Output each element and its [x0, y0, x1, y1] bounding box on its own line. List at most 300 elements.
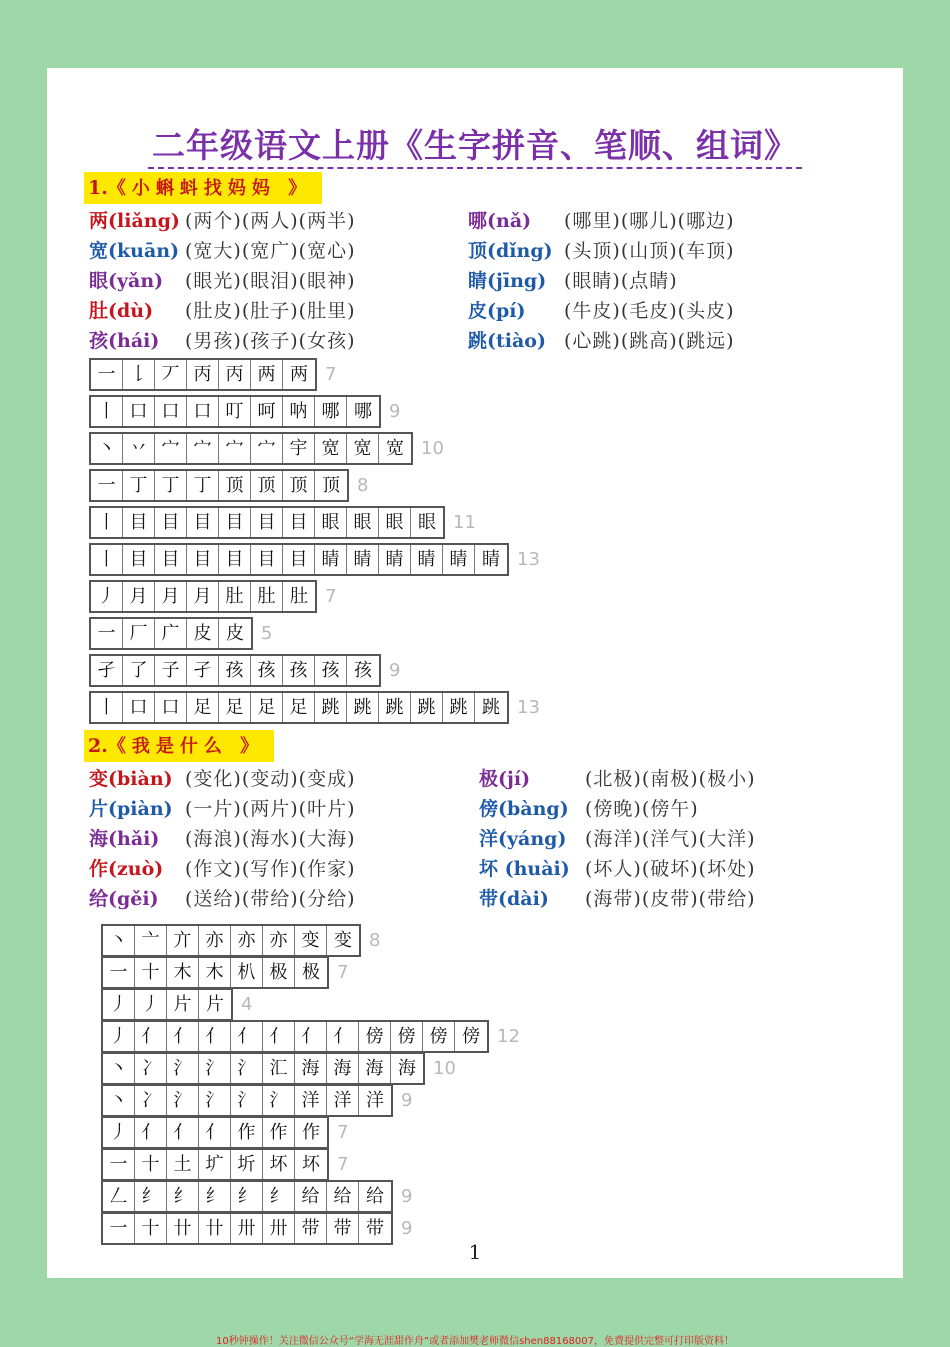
stroke-cell: 土 — [167, 1150, 199, 1179]
stroke-cell: 卄 — [167, 1214, 199, 1243]
vocab-char: 坏 — [479, 858, 499, 880]
stroke-cell: 丿 — [91, 582, 123, 611]
stroke-order-row — [101, 1052, 456, 1085]
stroke-cell: 卄 — [199, 1214, 231, 1243]
vocab-pinyin: (piàn) — [108, 798, 173, 820]
stroke-cell: 顶 — [219, 471, 251, 500]
stroke-count: 10 — [421, 438, 444, 459]
stroke-cell: 足 — [187, 693, 219, 722]
vocab-row — [479, 824, 756, 854]
stroke-cell: 目 — [123, 508, 155, 537]
stroke-cells — [89, 617, 253, 650]
stroke-cell: 亻 — [327, 1022, 359, 1051]
stroke-cell: 口 — [187, 397, 219, 426]
vocab-row — [479, 764, 756, 794]
stroke-cell: 足 — [283, 693, 315, 722]
stroke-cells — [89, 506, 445, 539]
stroke-cell: 厂 — [123, 619, 155, 648]
vocab-char: 宽 — [89, 240, 109, 262]
stroke-cell: 丶 — [103, 926, 135, 955]
stroke-cell: 跳 — [347, 693, 379, 722]
stroke-cell: 汇 — [263, 1054, 295, 1083]
stroke-count: 7 — [337, 962, 349, 983]
stroke-cell: 目 — [219, 545, 251, 574]
vocab-words: (男孩)(孩子)(女孩) — [185, 330, 356, 352]
stroke-cell: 目 — [219, 508, 251, 537]
stroke-cell: 氵 — [199, 1086, 231, 1115]
stroke-cell: 睛 — [315, 545, 347, 574]
stroke-cell: 跳 — [379, 693, 411, 722]
stroke-cell: 海 — [398, 1058, 416, 1079]
stroke-cell: 孩 — [354, 660, 372, 681]
stroke-cell: 亻 — [167, 1118, 199, 1147]
stroke-count: 8 — [357, 475, 369, 496]
stroke-cell: 目 — [187, 545, 219, 574]
stroke-cell: 丿 — [103, 990, 135, 1019]
stroke-cell: 月 — [187, 582, 219, 611]
stroke-order-row — [89, 617, 272, 650]
stroke-cell: 傍 — [423, 1022, 455, 1051]
vocab-pinyin: (tiào) — [487, 330, 546, 352]
vocab-row — [468, 296, 735, 326]
stroke-cell: 亣 — [167, 926, 199, 955]
stroke-cell: 氵 — [167, 1054, 199, 1083]
stroke-count: 9 — [401, 1218, 413, 1239]
stroke-cell: 十 — [135, 958, 167, 987]
stroke-cell: 月 — [155, 582, 187, 611]
stroke-cell: 目 — [251, 545, 283, 574]
vocab-row — [89, 236, 356, 266]
vocab-row — [468, 326, 735, 356]
stroke-cell: 目 — [283, 508, 315, 537]
stroke-cell: 子 — [155, 656, 187, 685]
stroke-cell: 呵 — [251, 397, 283, 426]
vocab-char: 顶 — [468, 240, 488, 262]
stroke-cell: 目 — [283, 545, 315, 574]
vocab-words: (傍晚)(傍午) — [585, 798, 699, 820]
vocab-row — [468, 236, 735, 266]
stroke-order-row — [89, 580, 336, 613]
stroke-cell: 口 — [123, 397, 155, 426]
vocab-row — [468, 266, 678, 296]
stroke-cell: 作 — [263, 1118, 295, 1147]
stroke-cell: 带 — [366, 1218, 384, 1239]
vocab-char: 肚 — [89, 300, 109, 322]
vocab-row — [89, 854, 356, 884]
vocab-pinyin: (dài) — [498, 888, 549, 910]
stroke-cell: 两 — [251, 360, 283, 389]
stroke-cell: 宀 — [187, 434, 219, 463]
stroke-order-row — [101, 1148, 348, 1181]
stroke-cell: 亦 — [263, 926, 295, 955]
vocab-words: (肚皮)(肚子)(肚里) — [185, 300, 356, 322]
stroke-cell: 海 — [327, 1054, 359, 1083]
vocab-char: 带 — [479, 888, 499, 910]
stroke-cells — [101, 924, 361, 957]
stroke-cells — [89, 469, 349, 502]
stroke-count: 7 — [325, 586, 337, 607]
stroke-cell: 给 — [295, 1182, 327, 1211]
stroke-cells — [89, 543, 509, 576]
stroke-cells — [89, 395, 381, 428]
vocab-words: (海浪)(海水)(大海) — [185, 828, 356, 850]
vocab-char: 海 — [89, 828, 109, 850]
vocab-char: 哪 — [468, 210, 488, 232]
stroke-cell: 给 — [366, 1186, 384, 1207]
stroke-count: 13 — [517, 549, 540, 570]
stroke-cell: 顶 — [251, 471, 283, 500]
stroke-cells — [101, 1052, 425, 1085]
stroke-cell: 洋 — [366, 1090, 384, 1111]
stroke-count: 8 — [369, 930, 381, 951]
stroke-cell: 丶 — [103, 1054, 135, 1083]
stroke-count: 5 — [261, 623, 273, 644]
stroke-cell: 冫 — [135, 1086, 167, 1115]
stroke-cell: 变 — [334, 930, 352, 951]
stroke-cell: 坏 — [263, 1150, 295, 1179]
worksheet-page — [47, 68, 903, 1278]
stroke-cell: 跳 — [411, 693, 443, 722]
vocab-words: (一片)(两片)(叶片) — [185, 798, 356, 820]
stroke-cell: 宇 — [283, 434, 315, 463]
stroke-cell: 呐 — [283, 397, 315, 426]
stroke-cell: 丙 — [219, 360, 251, 389]
stroke-cell: 宽 — [315, 434, 347, 463]
vocab-words: (宽大)(宽广)(宽心) — [185, 240, 356, 262]
vocab-words: (两个)(两人)(两半) — [185, 210, 356, 232]
vocab-pinyin: (yáng) — [498, 828, 567, 850]
vocab-pinyin: (gěi) — [108, 888, 159, 910]
stroke-cell: 傍 — [391, 1022, 423, 1051]
stroke-cell: 氵 — [263, 1086, 295, 1115]
vocab-row — [89, 326, 356, 356]
stroke-cell: 一 — [91, 471, 123, 500]
stroke-cell: 口 — [123, 693, 155, 722]
vocab-pinyin: (yǎn) — [108, 270, 164, 292]
stroke-cells — [101, 1020, 489, 1053]
vocab-words: (牛皮)(毛皮)(头皮) — [564, 300, 735, 322]
stroke-cell: 顶 — [322, 475, 340, 496]
vocab-words: (眼睛)(点睛) — [564, 270, 678, 292]
vocab-row — [89, 296, 356, 326]
vocab-char: 眼 — [89, 270, 109, 292]
vocab-words: (海带)(皮带)(带给) — [585, 888, 756, 910]
stroke-order-row — [101, 1020, 520, 1053]
stroke-count: 9 — [401, 1090, 413, 1111]
stroke-cell: 肚 — [251, 582, 283, 611]
vocab-words: (送给)(带给)(分给) — [185, 888, 356, 910]
stroke-order-row — [89, 358, 336, 391]
footer-note: 10秒钟操作！关注微信公众号“学海无涯甜作舟”或者添加樊老师微信shen88168007，免费提供完整可打印版资料！ — [215, 1336, 735, 1347]
stroke-cell: 带 — [327, 1214, 359, 1243]
stroke-cell: 宽 — [386, 438, 404, 459]
stroke-cell: 顶 — [283, 471, 315, 500]
stroke-cell: 孑 — [187, 656, 219, 685]
stroke-order-row — [89, 432, 444, 465]
vocab-char: 皮 — [468, 300, 488, 322]
vocab-pinyin: (kuān) — [108, 240, 180, 262]
stroke-cell: 亻 — [167, 1022, 199, 1051]
vocab-row — [89, 824, 356, 854]
stroke-cell: 丨 — [91, 397, 123, 426]
vocab-char: 极 — [479, 768, 499, 790]
stroke-cell: 跳 — [315, 693, 347, 722]
stroke-cells — [101, 1084, 393, 1117]
stroke-order-row — [89, 469, 368, 502]
stroke-order-row — [101, 924, 380, 957]
stroke-cell: 两 — [290, 364, 308, 385]
stroke-cell: 洋 — [327, 1086, 359, 1115]
stroke-cell: 口 — [155, 693, 187, 722]
vocab-char: 给 — [89, 888, 109, 910]
stroke-cell: 口 — [155, 397, 187, 426]
stroke-cell: 卅 — [231, 1214, 263, 1243]
stroke-cell: 圻 — [231, 1150, 263, 1179]
stroke-cell: 目 — [251, 508, 283, 537]
vocab-words: (眼光)(眼泪)(眼神) — [185, 270, 356, 292]
stroke-cell: 丙 — [187, 360, 219, 389]
stroke-cell: 丁 — [155, 471, 187, 500]
stroke-cell: 朳 — [231, 958, 263, 987]
stroke-cell: 一 — [103, 1214, 135, 1243]
stroke-cells — [89, 691, 509, 724]
stroke-cell: 睛 — [411, 545, 443, 574]
stroke-count: 7 — [325, 364, 337, 385]
stroke-cell: 圹 — [199, 1150, 231, 1179]
stroke-cell: 亻 — [135, 1118, 167, 1147]
stroke-cell: 目 — [123, 545, 155, 574]
stroke-count: 11 — [453, 512, 476, 533]
page-number: 1 — [468, 1240, 482, 1264]
stroke-cell: 哪 — [315, 397, 347, 426]
stroke-cell: 洋 — [295, 1086, 327, 1115]
vocab-row — [479, 794, 699, 824]
stroke-cell: 纟 — [231, 1182, 263, 1211]
stroke-cell: 宀 — [251, 434, 283, 463]
stroke-cell: 睛 — [443, 545, 475, 574]
stroke-order-row — [101, 1084, 412, 1117]
stroke-count: 4 — [241, 994, 253, 1015]
stroke-cell: 氵 — [199, 1054, 231, 1083]
stroke-cells — [101, 1148, 329, 1181]
stroke-cell: 亻 — [199, 1118, 231, 1147]
vocab-row — [479, 854, 756, 884]
stroke-cell: 丨 — [91, 508, 123, 537]
stroke-cell: 卅 — [263, 1214, 295, 1243]
stroke-cell: 纟 — [263, 1182, 295, 1211]
stroke-cell: 跳 — [443, 693, 475, 722]
stroke-cell: 亠 — [135, 926, 167, 955]
vocab-words: (作文)(写作)(作家) — [185, 858, 356, 880]
stroke-cell: 丆 — [155, 360, 187, 389]
vocab-pinyin: (jīng) — [487, 270, 547, 292]
vocab-char: 片 — [89, 798, 109, 820]
stroke-count: 13 — [517, 697, 540, 718]
stroke-cells — [101, 1180, 393, 1213]
stroke-cell: 丿 — [135, 990, 167, 1019]
stroke-cell: 作 — [302, 1122, 320, 1143]
stroke-count: 12 — [497, 1026, 520, 1047]
stroke-order-row — [101, 956, 348, 989]
stroke-cell: 足 — [251, 693, 283, 722]
stroke-cell: 傍 — [359, 1022, 391, 1051]
stroke-order-row — [89, 395, 400, 428]
stroke-cell: 一 — [91, 619, 123, 648]
stroke-order-row — [89, 654, 400, 687]
lesson-2-header: 2.《我是什么 》 — [84, 730, 274, 762]
stroke-cell: 眼 — [347, 508, 379, 537]
vocab-row — [89, 764, 356, 794]
vocab-row — [468, 206, 735, 236]
stroke-cell: 十 — [135, 1214, 167, 1243]
vocab-words: (海洋)(洋气)(大洋) — [585, 828, 756, 850]
page-title: 二年级语文上册《生字拼音、笔顺、组词》 — [47, 120, 903, 167]
stroke-cell: 跳 — [482, 697, 500, 718]
stroke-count: 7 — [337, 1154, 349, 1175]
stroke-cell: 片 — [206, 994, 224, 1015]
vocab-row — [89, 884, 356, 914]
stroke-cell: 氵 — [167, 1086, 199, 1115]
stroke-cell: 傍 — [462, 1026, 480, 1047]
vocab-words: (哪里)(哪儿)(哪边) — [564, 210, 735, 232]
stroke-cell: 肚 — [290, 586, 308, 607]
vocab-words: (北极)(南极)(极小) — [585, 768, 756, 790]
stroke-count: 9 — [401, 1186, 413, 1207]
stroke-order-row — [89, 506, 476, 539]
stroke-cell: 丶 — [91, 434, 123, 463]
stroke-cell: 𠄌 — [123, 360, 155, 389]
vocab-char: 孩 — [89, 330, 109, 352]
stroke-cell: 眼 — [315, 508, 347, 537]
vocab-words: (坏人)(破坏)(坏处) — [585, 858, 756, 880]
stroke-cell: 纟 — [199, 1182, 231, 1211]
stroke-cell: 目 — [155, 508, 187, 537]
stroke-cell: 冫 — [135, 1054, 167, 1083]
vocab-pinyin: (dǐng) — [487, 240, 553, 262]
stroke-cell: 氵 — [231, 1086, 263, 1115]
vocab-pinyin: (nǎ) — [487, 210, 532, 232]
stroke-count: 9 — [389, 401, 401, 422]
stroke-cell: 月 — [123, 582, 155, 611]
vocab-char: 变 — [89, 768, 109, 790]
stroke-cells — [89, 654, 381, 687]
lesson-1-header: 1.《小蝌蚪找妈妈 》 — [84, 172, 322, 204]
stroke-order-row — [89, 543, 540, 576]
stroke-order-row — [101, 1116, 348, 1149]
stroke-cell: 极 — [302, 962, 320, 983]
vocab-char: 傍 — [479, 798, 499, 820]
stroke-cell: 皮 — [187, 619, 219, 648]
stroke-cells — [89, 432, 413, 465]
stroke-cell: 孩 — [283, 656, 315, 685]
vocab-pinyin: (jí) — [498, 768, 531, 790]
vocab-pinyin: (huài) — [498, 858, 570, 880]
stroke-cell: 广 — [155, 619, 187, 648]
stroke-cell: 睛 — [379, 545, 411, 574]
stroke-cell: 带 — [295, 1214, 327, 1243]
vocab-row — [89, 794, 356, 824]
stroke-cell: 作 — [231, 1118, 263, 1147]
stroke-count: 10 — [433, 1058, 456, 1079]
vocab-char: 跳 — [468, 330, 488, 352]
stroke-cell: 变 — [295, 926, 327, 955]
stroke-cell: 孩 — [251, 656, 283, 685]
vocab-char: 作 — [89, 858, 109, 880]
stroke-cell: 𠃋 — [103, 1182, 135, 1211]
stroke-cell: 孑 — [91, 656, 123, 685]
stroke-cell: 十 — [135, 1150, 167, 1179]
stroke-cells — [101, 956, 329, 989]
stroke-cell: 坏 — [302, 1154, 320, 1175]
stroke-cell: 氵 — [231, 1054, 263, 1083]
stroke-cells — [89, 580, 317, 613]
stroke-cell: 一 — [91, 360, 123, 389]
stroke-cell: 丶 — [103, 1086, 135, 1115]
stroke-cell: 亻 — [199, 1022, 231, 1051]
stroke-cell: 亻 — [135, 1022, 167, 1051]
stroke-cells — [89, 358, 317, 391]
stroke-cells — [101, 988, 233, 1021]
stroke-cell: 目 — [187, 508, 219, 537]
vocab-pinyin: (dù) — [108, 300, 154, 322]
vocab-row — [89, 206, 356, 236]
stroke-cell: 丿 — [103, 1118, 135, 1147]
stroke-cell: 皮 — [226, 623, 244, 644]
vocab-char: 洋 — [479, 828, 499, 850]
stroke-cell: 丨 — [91, 545, 123, 574]
stroke-cell: 海 — [295, 1054, 327, 1083]
stroke-cell: 给 — [327, 1182, 359, 1211]
vocab-char: 睛 — [468, 270, 488, 292]
stroke-cell: 宀 — [155, 434, 187, 463]
stroke-cell: 丷 — [123, 434, 155, 463]
stroke-cell: 亻 — [263, 1022, 295, 1051]
vocab-pinyin: (bàng) — [498, 798, 569, 820]
stroke-cell: 极 — [263, 958, 295, 987]
stroke-cell: 一 — [103, 958, 135, 987]
stroke-cell: 木 — [167, 958, 199, 987]
stroke-cell: 亻 — [231, 1022, 263, 1051]
vocab-row — [89, 266, 356, 296]
stroke-cell: 眼 — [379, 508, 411, 537]
vocab-pinyin: (pí) — [487, 300, 526, 322]
stroke-cell: 叮 — [219, 397, 251, 426]
stroke-cell: 睛 — [482, 549, 500, 570]
stroke-cell: 海 — [359, 1054, 391, 1083]
stroke-cells — [101, 1116, 329, 1149]
stroke-cell: 丨 — [91, 693, 123, 722]
stroke-cell: 眼 — [418, 512, 436, 533]
stroke-cell: 纟 — [135, 1182, 167, 1211]
vocab-char: 两 — [89, 210, 109, 232]
stroke-cell: 片 — [167, 990, 199, 1019]
vocab-words: (头顶)(山顶)(车顶) — [564, 240, 735, 262]
stroke-cell: 丁 — [187, 471, 219, 500]
stroke-order-row — [89, 691, 540, 724]
stroke-cell: 孩 — [219, 656, 251, 685]
stroke-cell: 目 — [155, 545, 187, 574]
vocab-row — [479, 884, 756, 914]
stroke-cell: 哪 — [354, 401, 372, 422]
stroke-cell: 足 — [219, 693, 251, 722]
vocab-words: (心跳)(跳高)(跳远) — [564, 330, 735, 352]
stroke-cell: 纟 — [167, 1182, 199, 1211]
vocab-pinyin: (zuò) — [108, 858, 164, 880]
stroke-cell: 宀 — [219, 434, 251, 463]
stroke-cell: 亻 — [295, 1022, 327, 1051]
stroke-cell: 亦 — [231, 926, 263, 955]
stroke-cell: 宽 — [347, 434, 379, 463]
